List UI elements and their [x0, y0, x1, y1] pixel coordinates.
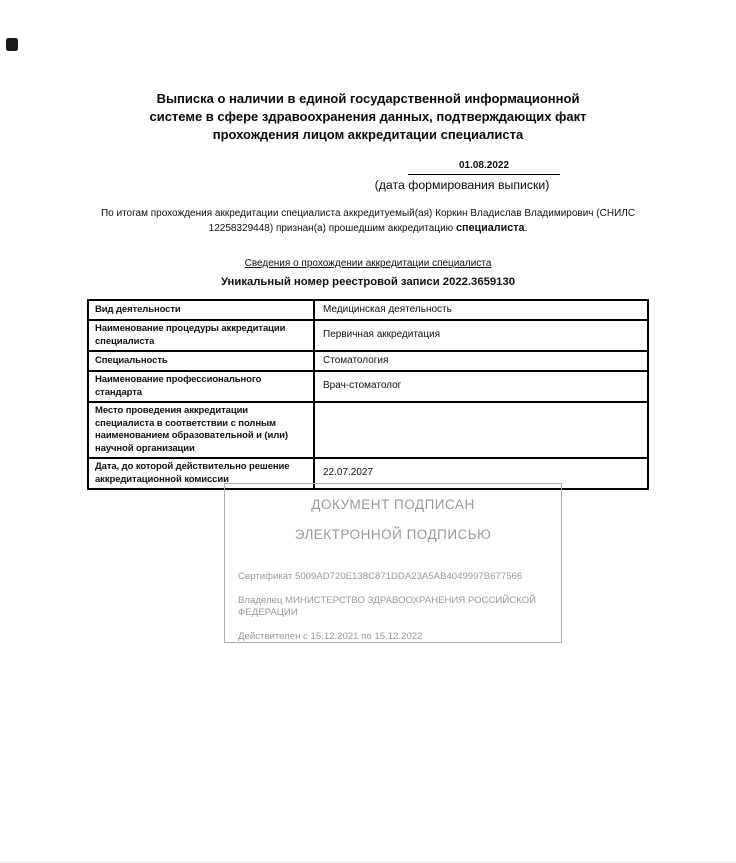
row-label: Дата, до которой действительно решение аккредитационной комиссии [88, 458, 314, 489]
row-label: Наименование профессионального стандарта [88, 371, 314, 402]
intro-text: По итогам прохождения аккредитации специалиста аккредитуемый(ая) Коркин Владислав Владимирович (СНИЛС 12258329448) признан(а) прошедшим аккредитацию [100, 208, 636, 234]
section-header: Сведения о прохождении аккредитации специалиста [244, 258, 492, 269]
signature-box [224, 483, 562, 643]
row-label: Место проведения аккредитации специалиста в соответствии с полным наименованием образовательной и (или) научной организации [88, 402, 314, 458]
issue-date: 01.08.2022 [408, 160, 560, 175]
table-row [88, 320, 648, 351]
row-value: Стоматология [314, 351, 648, 371]
row-label: Вид деятельности [88, 300, 314, 320]
issue-date-caption: (дата формирования выписки) [374, 178, 550, 192]
intro-emphasis: специалиста [455, 222, 525, 234]
page-corner-mark [6, 38, 18, 51]
row-value: 22.07.2027 [314, 458, 648, 489]
row-value [314, 402, 648, 458]
document-title: Выписка о наличии в единой государственной информационной системе в сфере здравоохранения данных, подтверждающих факт прохождения лицом аккредитации специалиста [149, 91, 587, 142]
table-row [88, 351, 648, 371]
table-row [88, 371, 648, 402]
row-label: Специальность [88, 351, 314, 371]
row-label: Наименование процедуры аккредитации специалиста [88, 320, 314, 351]
signature-header-line1: ДОКУМЕНТ ПОДПИСАН [311, 497, 475, 512]
accreditation-table [87, 299, 649, 490]
row-value: Первичная аккредитация [314, 320, 648, 351]
intro-period: . [524, 223, 528, 234]
table-row [88, 402, 648, 458]
registry-number-line: Уникальный номер реестровой записи 2022.3659130 [220, 276, 516, 288]
row-value: Медицинская деятельность [314, 300, 648, 320]
certificate-line: Сертификат 5009AD720E138C871DDA23A5AB4049997B677566 [238, 571, 523, 582]
row-value: Врач-стоматолог [314, 371, 648, 402]
table-row [88, 300, 648, 320]
issue-date-block [364, 160, 560, 192]
validity-line: Действителен с 15.12.2021 по 15.12.2022 [238, 630, 423, 642]
intro-paragraph [68, 207, 668, 236]
signature-details [238, 571, 548, 643]
owner-line: Владелец МИНИСТЕРСТВО ЗДРАВООХРАНЕНИЯ РОССИЙСКОЙ ФЕДЕРАЦИИ [238, 594, 536, 618]
signature-header-line2: ЭЛЕКТРОННОЙ ПОДПИСЬЮ [294, 527, 492, 542]
